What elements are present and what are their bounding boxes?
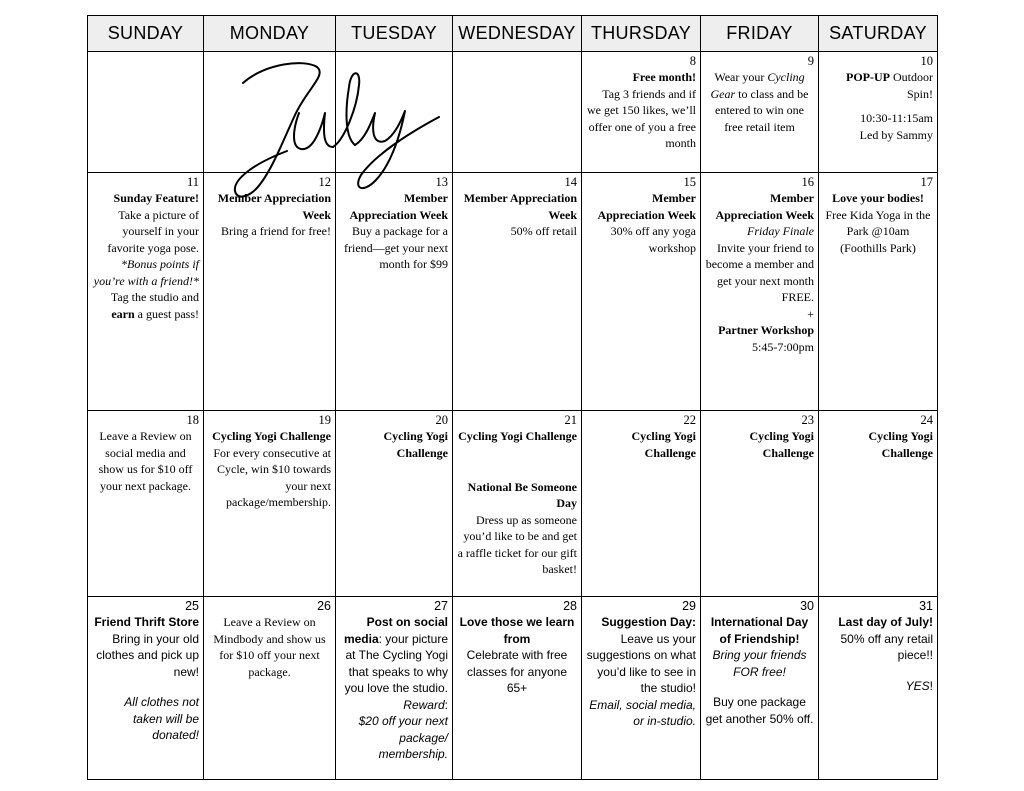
- empty-day-cell: [204, 52, 336, 173]
- weekday-tuesday: TUESDAY: [336, 16, 453, 52]
- event-title: Member Appreciation Week: [597, 191, 696, 222]
- day-number: 10: [920, 54, 933, 68]
- event-text: Bring a friend for free!: [221, 224, 331, 238]
- event-title: Cycling Yogi Challenge: [383, 429, 448, 460]
- weekday-friday: FRIDAY: [701, 16, 819, 52]
- day-number: 16: [801, 175, 814, 189]
- weekday-sunday: SUNDAY: [88, 16, 204, 52]
- event-title: Member Appreciation Week: [349, 191, 448, 222]
- event-text: Tag 3 friends and if we get 150 likes, we’ll offer one of you a free month: [587, 86, 696, 150]
- event-text: Bring in your old clothes and pick up new!: [96, 631, 199, 679]
- week-row-1: [88, 52, 938, 173]
- event-text: 50% off retail: [510, 224, 577, 238]
- event-text: Leave us your suggestions on what you’d like to see in the studio!: [586, 631, 696, 695]
- weekday-monday: MONDAY: [204, 16, 336, 52]
- event-text: Leave a Review on Mindbody and show us for $10 off your next package.: [213, 615, 326, 679]
- event-text: :: [444, 697, 448, 712]
- event-title: Member Appreciation Week: [463, 191, 577, 222]
- week-row-3: [88, 411, 938, 597]
- day-number: 12: [318, 175, 331, 189]
- event-text: Free Kida Yoga in the Park @10am (Foothills Park): [825, 207, 931, 255]
- event-text: Led by Sammy: [859, 127, 933, 142]
- day-cell-8: [582, 52, 701, 173]
- day-number: 23: [801, 413, 814, 427]
- day-number: 24: [920, 413, 933, 427]
- event-emphasis: YES: [905, 678, 930, 693]
- day-cell-14: [453, 173, 582, 411]
- event-separator: +: [807, 306, 814, 321]
- event-text: Outdoor Spin!: [890, 70, 933, 101]
- day-cell-20: [336, 411, 453, 597]
- day-number: 15: [683, 175, 696, 189]
- event-title: Cycling Yogi Challenge: [749, 429, 814, 460]
- event-text: Buy a package for a friend—get your next month for $99: [344, 224, 448, 271]
- event-title: Cycling Yogi Challenge: [458, 429, 577, 443]
- event-text: Tag the studio and: [110, 290, 199, 304]
- day-cell-24: [819, 411, 938, 597]
- event-text: 50% off any retail piece!!: [840, 631, 933, 662]
- event-text: 30% off any yoga workshop: [610, 224, 696, 255]
- day-cell-15: [582, 173, 701, 411]
- event-label: Reward: [403, 697, 445, 712]
- event-title: Suggestion Day:: [601, 615, 696, 629]
- week-row-4: [88, 597, 938, 780]
- event-time: 10:30-11:15am: [860, 111, 933, 125]
- event-title: Member Appreciation Week: [715, 191, 814, 222]
- day-cell-29: [582, 597, 701, 780]
- day-number: 27: [434, 599, 448, 613]
- event-note: Email, social media, or in-studio.: [589, 697, 696, 728]
- event-note: All clothes not taken will be donated!: [124, 695, 199, 742]
- event-emphasis: Cycling Gear: [710, 70, 805, 101]
- day-cell-21: [453, 411, 582, 597]
- day-cell-26: [204, 597, 336, 780]
- day-number: 25: [185, 599, 199, 613]
- day-number: 31: [919, 599, 933, 613]
- day-cell-16: [701, 173, 819, 411]
- event-text: For every consecutive at Cycle, win $10 towards your next package/membership.: [213, 445, 331, 509]
- event-subtitle: Friday Finale: [747, 224, 814, 238]
- weekday-header-row: [88, 16, 938, 52]
- event-subtitle: Bring your friends FOR free!: [712, 648, 807, 679]
- event-title: Post on social media: [343, 615, 448, 646]
- day-cell-19: [204, 411, 336, 597]
- day-cell-18: [88, 411, 204, 597]
- day-cell-27: [336, 597, 453, 780]
- day-number: 14: [564, 175, 577, 189]
- day-number: 19: [318, 413, 331, 427]
- event-title: Love those we learn from: [459, 615, 575, 646]
- event-text: : your picture at The Cycling Yogi that speaks to why you love the studio.: [344, 631, 448, 695]
- day-number: 22: [683, 413, 696, 427]
- day-cell-22: [582, 411, 701, 597]
- empty-day-cell: [88, 52, 204, 173]
- event-text: Wear your: [714, 70, 768, 84]
- calendar-grid: [87, 15, 938, 780]
- event-text: a guest pass!: [134, 306, 199, 321]
- event-time: 5:45-7:00pm: [752, 339, 814, 354]
- day-cell-17: [819, 173, 938, 411]
- event-emphasis: earn: [111, 306, 135, 321]
- event-title: Cycling Yogi Challenge: [868, 429, 933, 460]
- day-number: 30: [800, 599, 814, 613]
- week-row-2: [88, 173, 938, 411]
- day-number: 8: [689, 54, 696, 68]
- empty-day-cell: [336, 52, 453, 173]
- event-title: Partner Workshop: [718, 323, 814, 337]
- day-cell-23: [701, 411, 819, 597]
- event-title: POP-UP: [846, 70, 890, 84]
- event-text: Celebrate with free classes for anyone 65+: [466, 648, 568, 695]
- event-text: Invite your friend to become a member and get your next month FREE.: [705, 240, 814, 304]
- day-cell-31: [819, 597, 938, 780]
- day-number: 29: [682, 599, 696, 613]
- event-title: Last day of July!: [838, 615, 933, 629]
- day-cell-25: [88, 597, 204, 780]
- event-title: Member Appreciation Week: [217, 191, 331, 222]
- event-text: Dress up as someone you’d like to be and get a raffle ticket for our gift basket!: [457, 512, 577, 576]
- day-number: 17: [920, 175, 933, 189]
- event-title: Cycling Yogi Challenge: [212, 429, 331, 443]
- day-cell-28: [453, 597, 582, 780]
- event-title: National Be Someone Day: [467, 479, 577, 510]
- event-text: Take a picture of yourself in your favorite yoga pose.: [107, 207, 199, 255]
- weekday-saturday: SATURDAY: [819, 16, 938, 52]
- day-number: 26: [317, 599, 331, 613]
- event-text: !: [929, 678, 933, 693]
- day-cell-30: [701, 597, 819, 780]
- empty-day-cell: [453, 52, 582, 173]
- day-number: 28: [563, 599, 577, 613]
- event-title: Friend Thrift Store: [94, 615, 199, 629]
- event-reward: $20 off your next package/ membership.: [358, 714, 448, 761]
- weekday-wednesday: WEDNESDAY: [453, 16, 582, 52]
- event-text: Leave a Review on social media and show us for $10 off your next package.: [98, 429, 193, 493]
- day-cell-12: [204, 173, 336, 411]
- day-number: 21: [564, 413, 577, 427]
- event-title: International Day of Friendship!: [710, 615, 809, 646]
- event-text: Buy one package get another 50% off.: [705, 695, 814, 726]
- event-text: to class and be entered to win one free retail item: [715, 86, 809, 134]
- day-cell-11: [88, 173, 204, 411]
- day-number: 9: [807, 54, 814, 68]
- day-number: 20: [435, 413, 448, 427]
- day-cell-9: [701, 52, 819, 173]
- event-note: *Bonus points if you’re with a friend!*: [93, 257, 199, 288]
- event-title: Free month!: [632, 70, 696, 84]
- day-cell-13: [336, 173, 453, 411]
- day-number: 18: [186, 413, 199, 427]
- day-number: 13: [435, 175, 448, 189]
- event-title: Sunday Feature!: [113, 191, 199, 205]
- event-title: Love your bodies!: [832, 191, 924, 205]
- day-cell-10: [819, 52, 938, 173]
- event-title: Cycling Yogi Challenge: [631, 429, 696, 460]
- weekday-thursday: THURSDAY: [582, 16, 701, 52]
- day-number: 11: [186, 175, 199, 189]
